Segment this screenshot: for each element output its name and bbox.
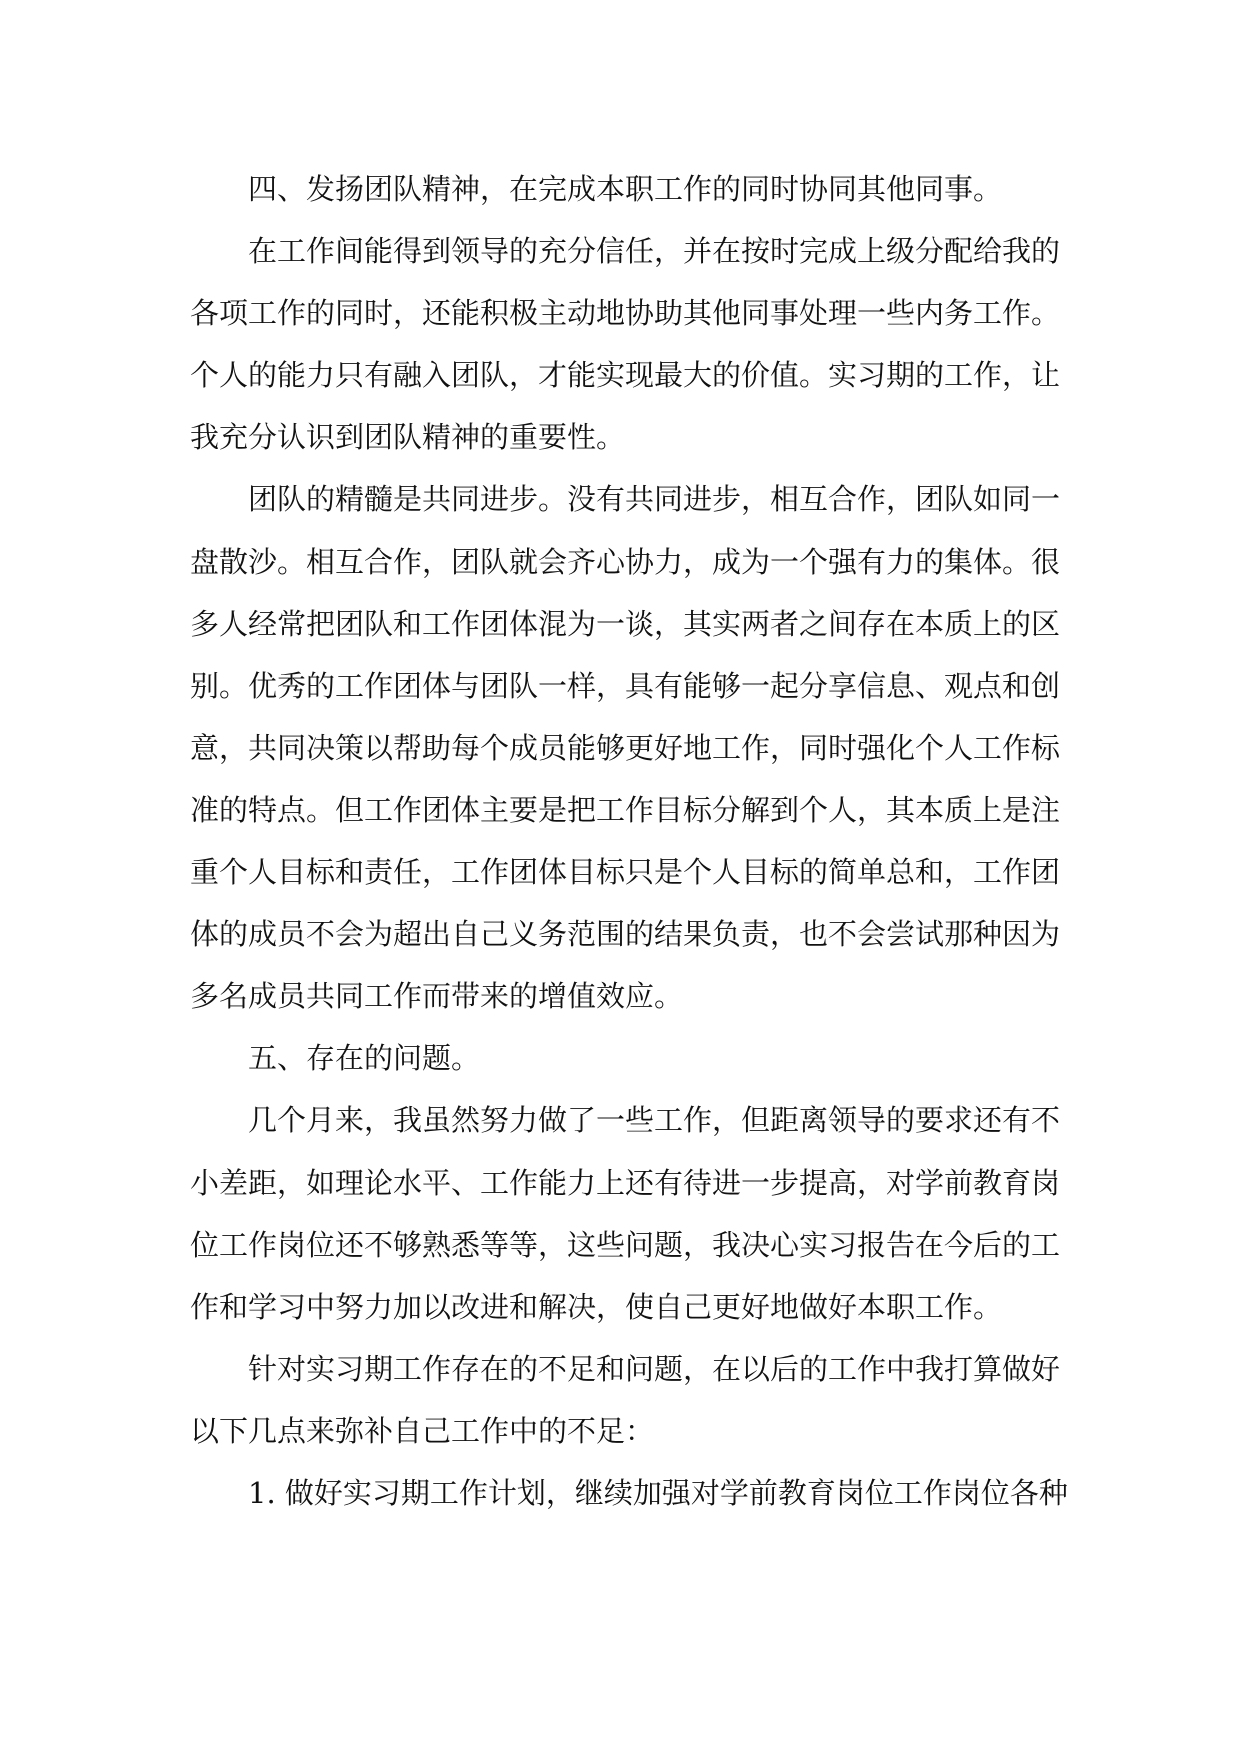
text-line: 团队的精髓是共同进步。没有共同进步，相互合作，团队如同一 [248,482,1061,517]
text-line: 多名成员共同工作而带来的增值效应。 [190,979,684,1014]
text-line: 准的特点。但工作团体主要是把工作目标分解到个人，其本质上是注 [190,792,1061,827]
text-line: 在工作间能得到领导的充分信任，并在按时完成上级分配给我的 [248,234,1061,269]
text-line: 小差距，如理论水平、工作能力上还有待进一步提高，对学前教育岗 [190,1165,1061,1200]
text-line: 别。优秀的工作团体与团队一样，具有能够一起分享信息、观点和创 [190,668,1061,703]
text-line: 位工作岗位还不够熟悉等等，这些问题，我决心实习报告在今后的工 [190,1227,1061,1262]
text-line: 重个人目标和责任，工作团体目标只是个人目标的简单总和，工作团 [190,855,1061,890]
text-line: 几个月来，我虽然努力做了一些工作，但距离领导的要求还有不 [248,1103,1061,1138]
text-line: 各项工作的同时，还能积极主动地协助其他同事处理一些内务工作。 [190,296,1061,331]
text-line: 针对实习期工作存在的不足和问题，在以后的工作中我打算做好 [248,1351,1061,1386]
text-line: 四、发扬团队精神，在完成本职工作的同时协同其他同事。 [248,172,1003,206]
document-body [190,158,1068,1524]
text-line: 体的成员不会为超出自己义务范围的结果负责，也不会尝试那种因为 [190,917,1061,952]
text-line: 作和学习中努力加以改进和解决，使自己更好地做好本职工作。 [190,1289,1003,1324]
text-line: 我充分认识到团队精神的重要性。 [190,420,626,455]
text-line: 意，共同决策以帮助每个成员能够更好地工作，同时强化个人工作标 [190,730,1061,765]
text-line: 多人经常把团队和工作团体混为一谈，其实两者之间存在本质上的区 [190,606,1061,641]
text-line: 五、存在的问题。 [248,1041,481,1076]
text-line: 以下几点来弥补自己工作中的不足： [190,1413,655,1448]
text-line: 个人的能力只有融入团队，才能实现最大的价值。实习期的工作，让 [190,358,1061,393]
text-line: 盘散沙。相互合作，团队就会齐心协力，成为一个强有力的集体。很 [190,544,1061,579]
text-line: 1. 做好实习期工作计划，继续加强对学前教育岗位工作岗位各种 [248,1475,1068,1510]
